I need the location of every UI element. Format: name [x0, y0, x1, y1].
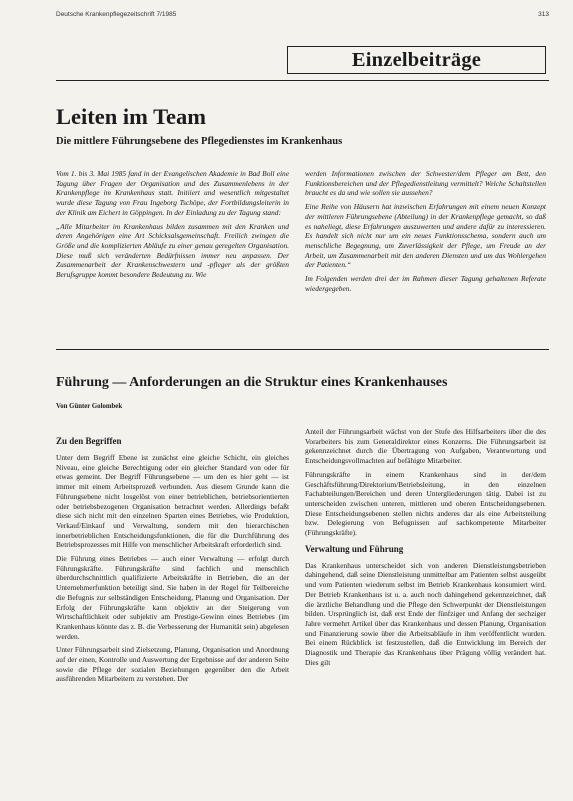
- intro-paragraph: Eine Reihe von Häusern hat inzwischen Erfahrungen mit einem neuen Konzept der mittleren Führungsebene (Abteilung) in der Krankenpflege gemacht, so daß es naheliegt, diese Erfahrungen auszuwerten und andere dafür zu interessieren. Es handelt sich nicht nur um ein neues Funktionsschema, sondern auch um menschliche Begegnung, um Zuverlässigkeit der Pflege, um Freude an der Arbeit, um Zusammenarbeit mit den anderen Diensten und um das Wohlergehen der Patienten.“: [305, 202, 546, 270]
- article-title: Leiten im Team: [56, 104, 206, 129]
- running-head: [56, 11, 549, 21]
- body-paragraph: Anteil der Führungsarbeit wächst von der Stufe des Hilfsarbeiters über die des Vorarbeiters bis zum Generaldirektor eines Konzerns. Die Führungsarbeit ist gekennzeichnet durch die Übertragung von Aufgaben, Verantwortung und Entscheidungsvollmachten auf befähigte Mitarbeiter.: [305, 427, 546, 466]
- section-label: Einzelbeiträge: [287, 46, 546, 74]
- body-column-left: [56, 430, 289, 688]
- body-paragraph: Das Krankenhaus unterscheidet sich von anderen Dienstleistungsbetrieben dahingehend, daß seine Dienstleistung unmittelbar am Patienten selbst ausgeübt und vom Patienten wiederum selbst im Betrieb Krankenhaus konsumiert wird. Der Betrieb Krankenhaus ist u. a. auch noch dahingehend gekennzeichnet, daß die ärztliche Behandlung und die Pflege den Schwerpunkt der Dienstleistungen bilden. Ursprünglich ist, daß erst Ende der fünfziger und Anfang der sechziger Jahre vermehrt Artikel über das Krankenhaus und dessen Planung, Organisation und Finanzierung sowie über die Arbeitsabläufe in ihm veröffentlicht wurden. Bei einem Rückblick ist festzustellen, daß die Entwicklung im Bereich der Diagnostik und Therapie das Krankenhaus über Prägung völlig verändert hat. Dies gilt: [305, 560, 546, 667]
- intro-column-right: [305, 169, 546, 297]
- article-author: Von Günter Golombek: [56, 403, 123, 410]
- intro-column-left: [56, 169, 289, 284]
- body-column-right: [305, 427, 546, 671]
- section-heading: Verwaltung und Führung: [305, 543, 404, 554]
- divider: [56, 349, 549, 350]
- intro-paragraph: werden Informationen zwischen der Schwester/dem Pfleger am Bett, den Funktionsbereichen und der Pflegedienstleitung vermittelt? Welche Schaltstellen braucht es da und wie sollen sie aussehen?: [305, 169, 546, 198]
- article-subtitle: Die mittlere Führungsebene des Pflegedienstes im Krankenhaus: [56, 136, 343, 147]
- body-paragraph: Die Führung eines Betriebes — auch einer Verwaltung — erfolgt durch Führungskräfte. Führungskräfte sind fachlich und menschlich überdurchschnittlich qualifizierte Arbeitskräfte in Betrieben, die an der Unternehmerfunktion beteiligt sind. Sie haben in der Regel für Teilbereiche die Befugnis zur selbständigen Entscheidung, Planung und Organisation. Der Erfolg der Führungskräfte kann objektiv an der Steigerung von Wirtschaftlichkeit oder subjektiv am Prestige-Gewinn eines Betriebes (im Krankenhaus könnte das z. B. die Verbesserung der Humanität sein) abgelesen werden.: [56, 554, 289, 641]
- journal-name: Deutsche Krankenpflegezeitschrift 7/1985: [56, 11, 177, 18]
- divider: [56, 80, 549, 81]
- intro-paragraph: Im Folgenden werden drei der im Rahmen dieser Tagung gehaltenen Referate wiedergegeben.: [305, 274, 546, 293]
- body-paragraph: Führungskräfte in einem Krankenhaus sind in der/dem Geschäftsführung/Direktorium/Betriebsleitung, in den einzelnen Fachabteilungen/Bereichen und deren Untergliederungen tätig. Dabei ist zu unterscheiden zwischen unteren, mittleren und oberen Entscheidungsebenen. Diese Entscheidungsebenen stellen nichts anderes dar als eine Arbeitsteilung bzw. Delegierung von Befugnissen auf sachkompetente Mitarbeiter (Führungskräfte).: [305, 469, 546, 538]
- section-heading: Zu den Begriffen: [56, 436, 122, 446]
- page-number: 313: [538, 11, 549, 18]
- body-paragraph: Unter Führungsarbeit sind Zielsetzung, Planung, Organisation und Anordnung auf der einen, Kontrolle und Auswertung der Ergebnisse auf der anderen Seite sowie die Pflege der sozialen Beziehungen gegenüber den die Arbeit ausführenden Mitarbeitern zu verstehen. Der: [56, 645, 289, 684]
- body-paragraph: Unter dem Begriff Ebene ist zunächst eine gleiche Schicht, ein gleiches Niveau, eine gleiche Berechtigung oder ein gleicher Standard von oder für etwas gemeint. Der Begriff Führungsebene — um den es hier geht — ist immer mit einem Arbeitsprozeß verbunden. Aus diesem Grunde kann die Führungsebene nicht losgelöst von einer betrieblichen, betriebsorientierten oder betriebsbezogenen Organisation betrachtet werden. Allerdings befaßt diese sich nicht mit den einzelnen Sparten eines Betriebes, wie Produktion, Verkauf/Einkauf und Verwaltung, sondern mit den hierarchischen innerbetrieblichen Entscheidungsfunktionen, die für die Durchführung des Betriebsprozesses mit Hilfe von menschlicher Arbeitskraft erforderlich sind.: [56, 453, 289, 550]
- intro-paragraph: „Alle Mitarbeiter im Krankenhaus bilden zusammen mit den Kranken und deren Angehörigen eine Art Schicksalsgemeinschaft. Freilich zwingen die Größe und die komplizierten Abläufe zu einer genau geregelten Organisation. Diese muß sich veränderten Bedürfnissen immer neu anpassen. Der Zusammenarbeit der Krankenschwestern und -pfleger als der größten Berufsgruppe kommt besondere Bedeutung zu. Wie: [56, 221, 289, 280]
- intro-paragraph: Vom 1. bis 3. Mai 1985 fand in der Evangelischen Akademie in Bad Boll eine Tagung über Fragen der Organisation und des Zusammenlebens in der Krankenpflege im Krankenhaus statt. Initiiert und wesentlich mitgestaltet wurde diese Tagung von Frau Ingeborg Tschöpe, der Fortbildungsleiterin in der Klinik am Eichert in Göppingen. In der Einladung zu der Tagung stand:: [56, 169, 289, 217]
- article-title: Führung — Anforderungen an die Struktur eines Krankenhauses: [56, 375, 448, 390]
